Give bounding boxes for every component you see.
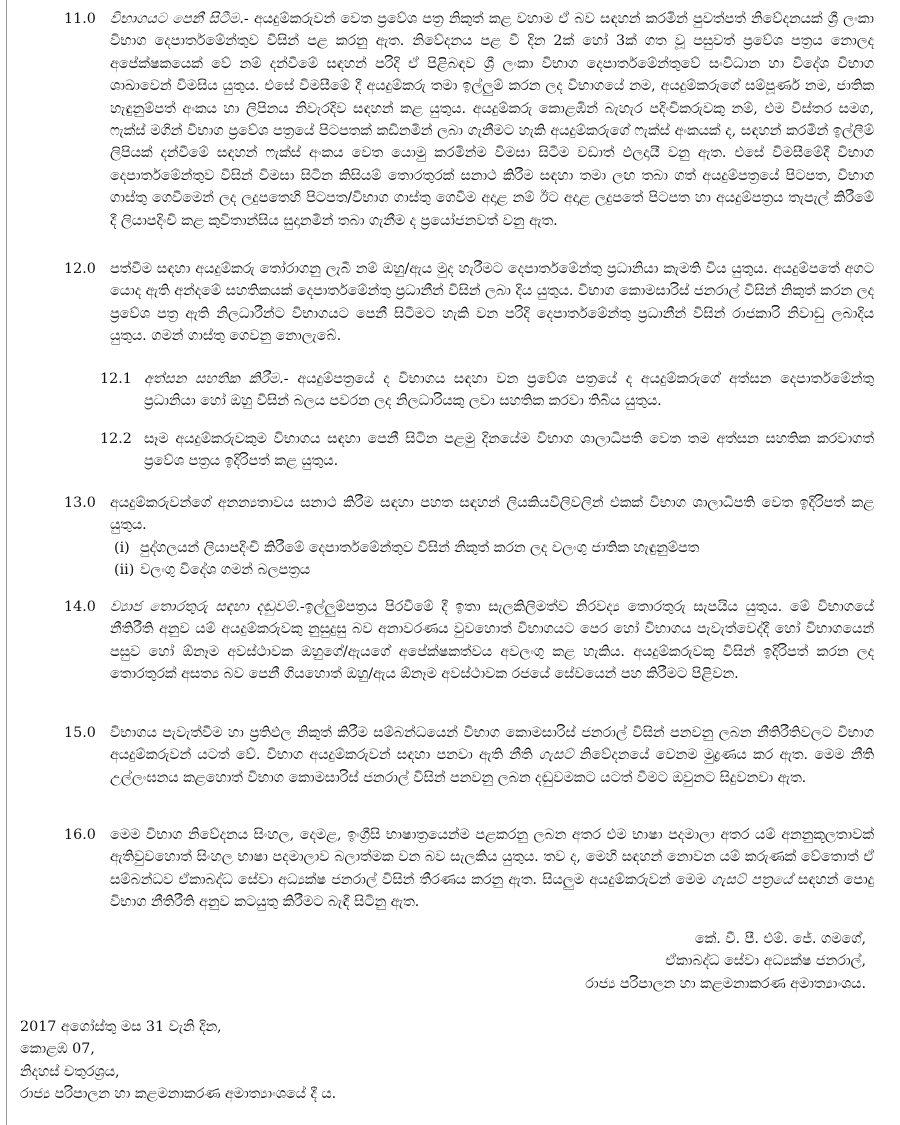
list-item (114, 537, 874, 559)
section-number: 16.0 (64, 827, 96, 843)
subsection-heading: අත්සන සහතික කිරීම.- (144, 371, 289, 387)
list-item (114, 559, 874, 581)
section-16 (66, 824, 874, 914)
signatory-ministry: රාජ්‍ය පරිපාලන හා කළමනාකරණ අමාත්‍යාංශය. (585, 975, 866, 992)
subsection-number: 12.2 (100, 431, 132, 447)
list-marker: (ii) (114, 562, 135, 579)
subsection-text: සෑම අයදුම්කරුවකුම විභාගය සඳහා පෙනී සිටින පළමු දිනයේම විභාග ශාලාධිපති වෙත තම අත්සන සහතික කරවාගත් ප්‍රවේශ පත්‍රය ඉදිරිපත් කළ යුතුය. (144, 431, 874, 470)
section-13 (66, 492, 874, 582)
section-14 (66, 596, 874, 686)
list-item-text: පුද්ගලයන් ලියාපදිංචි කිරීමේ දෙපාර්තමේන්තුව විසින් නිකුත් කරන ලද වලංගු ජාතික හැඳුනුම්පත (140, 539, 700, 556)
left-border-line (6, 0, 7, 1125)
section-body (110, 8, 874, 232)
section-text: විභාගය පැවැත්වීම හා ප්‍රතිඵල නිකුත් කිරීම සම්බන්ධයෙන් විභාග කොමසාරිස් ජනරාල් විසින් පනවනු ලබන නීතිරීතිවලට විභාග අයදුම්කරුවන් යටත් වේ. විභාග අයදුම්කරුවන් සඳහා පනවා ඇති නීති (110, 725, 874, 764)
subsection-12-1 (66, 368, 874, 413)
place-city: කොළඹ 07, (20, 1041, 95, 1058)
section-number: 12.0 (64, 261, 96, 277)
section-text: පත්වීම සඳහා අයදුම්කරු තෝරාගනු ලැබී නම් ඔහු/ඇය මුද හැරීමට දෙපාර්තමේන්තු ප්‍රධානියා කැමති විය යුතුය. අයදුම්පතේ අගට යොද ඇති අන්දමේ සහතිකයක් දෙපාර්තමේන්තු ප්‍රධානීන් විසින් ලබා දිය යුතුය. විභාග කොමසාරිස් ජනරාල් විසින් නිකුත් කරන ලද ප්‍රවේශ පත්‍ර ඇති නිලධාරීන්ට විභාගයට පෙනී සිටීමට හැකි වන පරිදි දෙපාර්තමේන්තු ප්‍රධානීන් විසින් රාජකාරි නිවාඩු ලබාදිය යුතුය. ගමන් ගාස්තු ගෙවනු නොලැබේ. (110, 261, 874, 345)
subsection-body (144, 368, 874, 413)
signature-block (585, 928, 866, 995)
section-number: 11.0 (64, 11, 96, 27)
section-text: මෙම විභාග නිවේදනය සිංහල, දෙමළ, ඉංග්‍රීසි භාෂාත්‍රයෙන්ම පළකරනු ලබන අතර එම භාෂා පදමාලා අතර යම් අනනුකූලතාවක් ඇතිවුවහොත් සිංහල භාෂා පදමාලාව බලාත්මක වන බව සැලකිය යුතුය. තව ද, මෙහි සඳහන් නොවන යම් කරුණක් වේතොත් ඒ සම්බන්ධව ඒකාබද්ධ සේවා අධ්‍යක්ෂ ජනරාල් විසින් තීරණය කරනු ඇත. සියලුම අයදුම්කරුවන් මෙම (110, 827, 874, 888)
place-ministry: රාජ්‍ය පරිපාලන හා කළමනාකරණ අමාත්‍යාංශයේ දී ය. (20, 1086, 337, 1103)
section-number: 14.0 (64, 599, 96, 615)
subsection-text: අයදුම්පත්‍රයේ ද විභාගය සඳහා වන ප්‍රවේශ පත්‍රයේ ද අයදුම්කරුගේ අත්සන දෙපාර්තමේන්තු ප්‍රධානියා හෝ ඔහු විසින් බලය පවරන ලද නිලධාරියකු ලවා සහතික කරවා තිබිය යුතුය. (144, 371, 875, 410)
section-text: අයදුම්කරුවන් වෙත ප්‍රවේශ පත්‍ර නිකුත් කළ වහාම ඒ බව සඳහන් කරමින් පුවත්පත් නිවේදනයක් ශ්‍රී ලංකා විභාග දෙපාර්තමේන්තුව විසින් පළ කරනු ඇත. නිවේදනය පළ වී දින 2ක් හෝ 3ක් ගත වූ පසුවත් ප්‍රවේශ පත්‍රය නොලද අපේක්ෂකයෙක් වේ නම් දන්වීමේ සඳහන් පරිදි ඒ පිළිබඳව ශ්‍රී ලංකා විභාග දෙපාර්තමේන්තුවේ සංවිධාන හා විදේශ විභාග ශාඛාවෙන් විමසිය යුතුය. එසේ විමසීමේ දී අයදුම්කරු තමා ඉල්ලුම් කරන ලද විභාගයේ නම, අයදුම්කරුගේ සම්පූර්ණ නම, ජාතික හැඳුනුම්පත් අංකය හා ලිපිනය නිවැරදිව සඳහන් කළ යුතුය. අයදුම්කරු කොළඹින් බැහැර පදිංචිකරුවකු නම්, එම විස්තර සමග, ෆැක්ස් මගින් විභාග ප්‍රවේශ පත්‍රයේ පිටපතක් කඩිනමින් ලබා ගැනීමට හැකි අයදුම්කරුගේ ෆැක්ස් අංකයක් ද, සඳහන් කරමින් ඉල්ලීම් ලිපියක් දන්වීමේ සඳහන් ෆැක්ස් අංකය වෙත යොමු කරමින්ම විමසා සිටීම වඩාත් ඵලදායී වනු ඇත. එසේ විමසීමේදී විභාග දෙපාර්තමේන්තුව විසින් විමසා සිටින කිසියම් තොරතුරක් සනාථ කිරීම සඳහා තමා ලඟ තබා ගත් අයදුම්පත්‍රයේ පිටපත, විභාග ගාස්තු ගෙවීමෙන් ලද ලදුපතෙහි පිටපත/විභාග ගාස්තු ගෙවීම අදාළ නම් ඊට අදාළ ලදුපතේ පිටපත හා අයදුම්පත්‍රය තැපැල් කිරීමේ දී ලියාපදිංචි කළ කුවිතාන්සිය සුදානමින් තබා ගැනීම ද ප්‍රයෝජනවත් වනු ඇත. (110, 11, 875, 229)
section-15 (66, 722, 874, 789)
section-number: 13.0 (64, 495, 96, 511)
section-heading: විභාගයට පෙනී සිටීම.- (110, 11, 249, 27)
section-body (110, 596, 874, 686)
subsection-12-2 (66, 428, 874, 473)
subsection-number: 12.1 (100, 371, 132, 387)
signatory-name: කේ. වී. පී. එම්. ජේ. ගමගේ, (694, 931, 866, 947)
place-square: නිදහස් චතුරශ්‍රය, (20, 1063, 120, 1080)
list-marker: (i) (114, 539, 130, 556)
list-item-text: වලංගු විදේශ ගමන් බලපත්‍රය (140, 562, 311, 579)
gazette-term: ගැසට් (538, 747, 574, 764)
issue-date: 2017 අගෝස්තු මස 31 වැනි දින, (20, 1019, 222, 1035)
section-number: 15.0 (64, 725, 96, 741)
section-11 (66, 8, 874, 232)
id-document-list (114, 537, 874, 582)
gazette-term: ගැසට් පත්‍රයේ (711, 871, 793, 888)
section-body (110, 722, 874, 789)
section-text-cont: සඳහන් පොදු විභාග නීතිරීති අනුව කටයුතු කිරීමට බැඳී සිටිනු ඇත. (110, 871, 875, 911)
section-12 (66, 258, 874, 348)
date-place-block (20, 1016, 336, 1106)
section-heading: ව්‍යාජ තොරතුරු සඳහා දඬුවම්.- (110, 599, 305, 615)
signatory-title: ඒකාබද්ධ සේවා අධ්‍යක්ෂ ජනරාල්, (665, 953, 866, 970)
section-text: අයදුම්කරුවන්ගේ අනන්‍යතාවය සනාථ කිරීම සඳහා පහත සඳහන් ලියකියවිලිවලින් එකක් විභාග ශාලාධිපති වෙත ඉදිරිපත් කළ යුතුය. (110, 495, 874, 534)
section-body (110, 824, 874, 914)
section-text: ඉල්ලුම්පත්‍රය පිරවීමේ දී ඉතා සැලකිලිමත්ව නිරවද්‍ය තොරතුරු සැපයිය යුතුය. මේ විභාගයේ නීතිරීති අනුව යම් අයදුම්කරුවකු නුසුදුසු බව අනාවරණය වුවහොත් විභාගයට පෙර හෝ විභාගය පැවැත්වෙද්දී හෝ විභාගයෙන් පසුව හෝ ඕනෑම අවස්ථාවක ඔහුගේ/ඇයගේ අපේක්ෂකත්වය අවලංගු කළ හැකිය. අයදුම්කරුවකු විසින් ඉදිරිපත් කරන ලද තොරතුරක් අසත්‍ය බව පෙනී ගියහොත් ඔහු/ඇය ඕනෑම අවස්ථාවක රජයේ සේවයෙන් පහ කිරීමට පිළිවන. (110, 599, 874, 683)
section-text-cont: නිවේදනයේ වෙනම මුද්‍රණය කර ඇත. මෙම නීති උල්ලංඝනය කළහොත් විභාග කොමසාරිස් ජනරාල් විසින් පනවනු ලබන දඬුවමකට යටත් වීමට ඔවුනට සිදුවනවා ඇත. (110, 747, 874, 786)
